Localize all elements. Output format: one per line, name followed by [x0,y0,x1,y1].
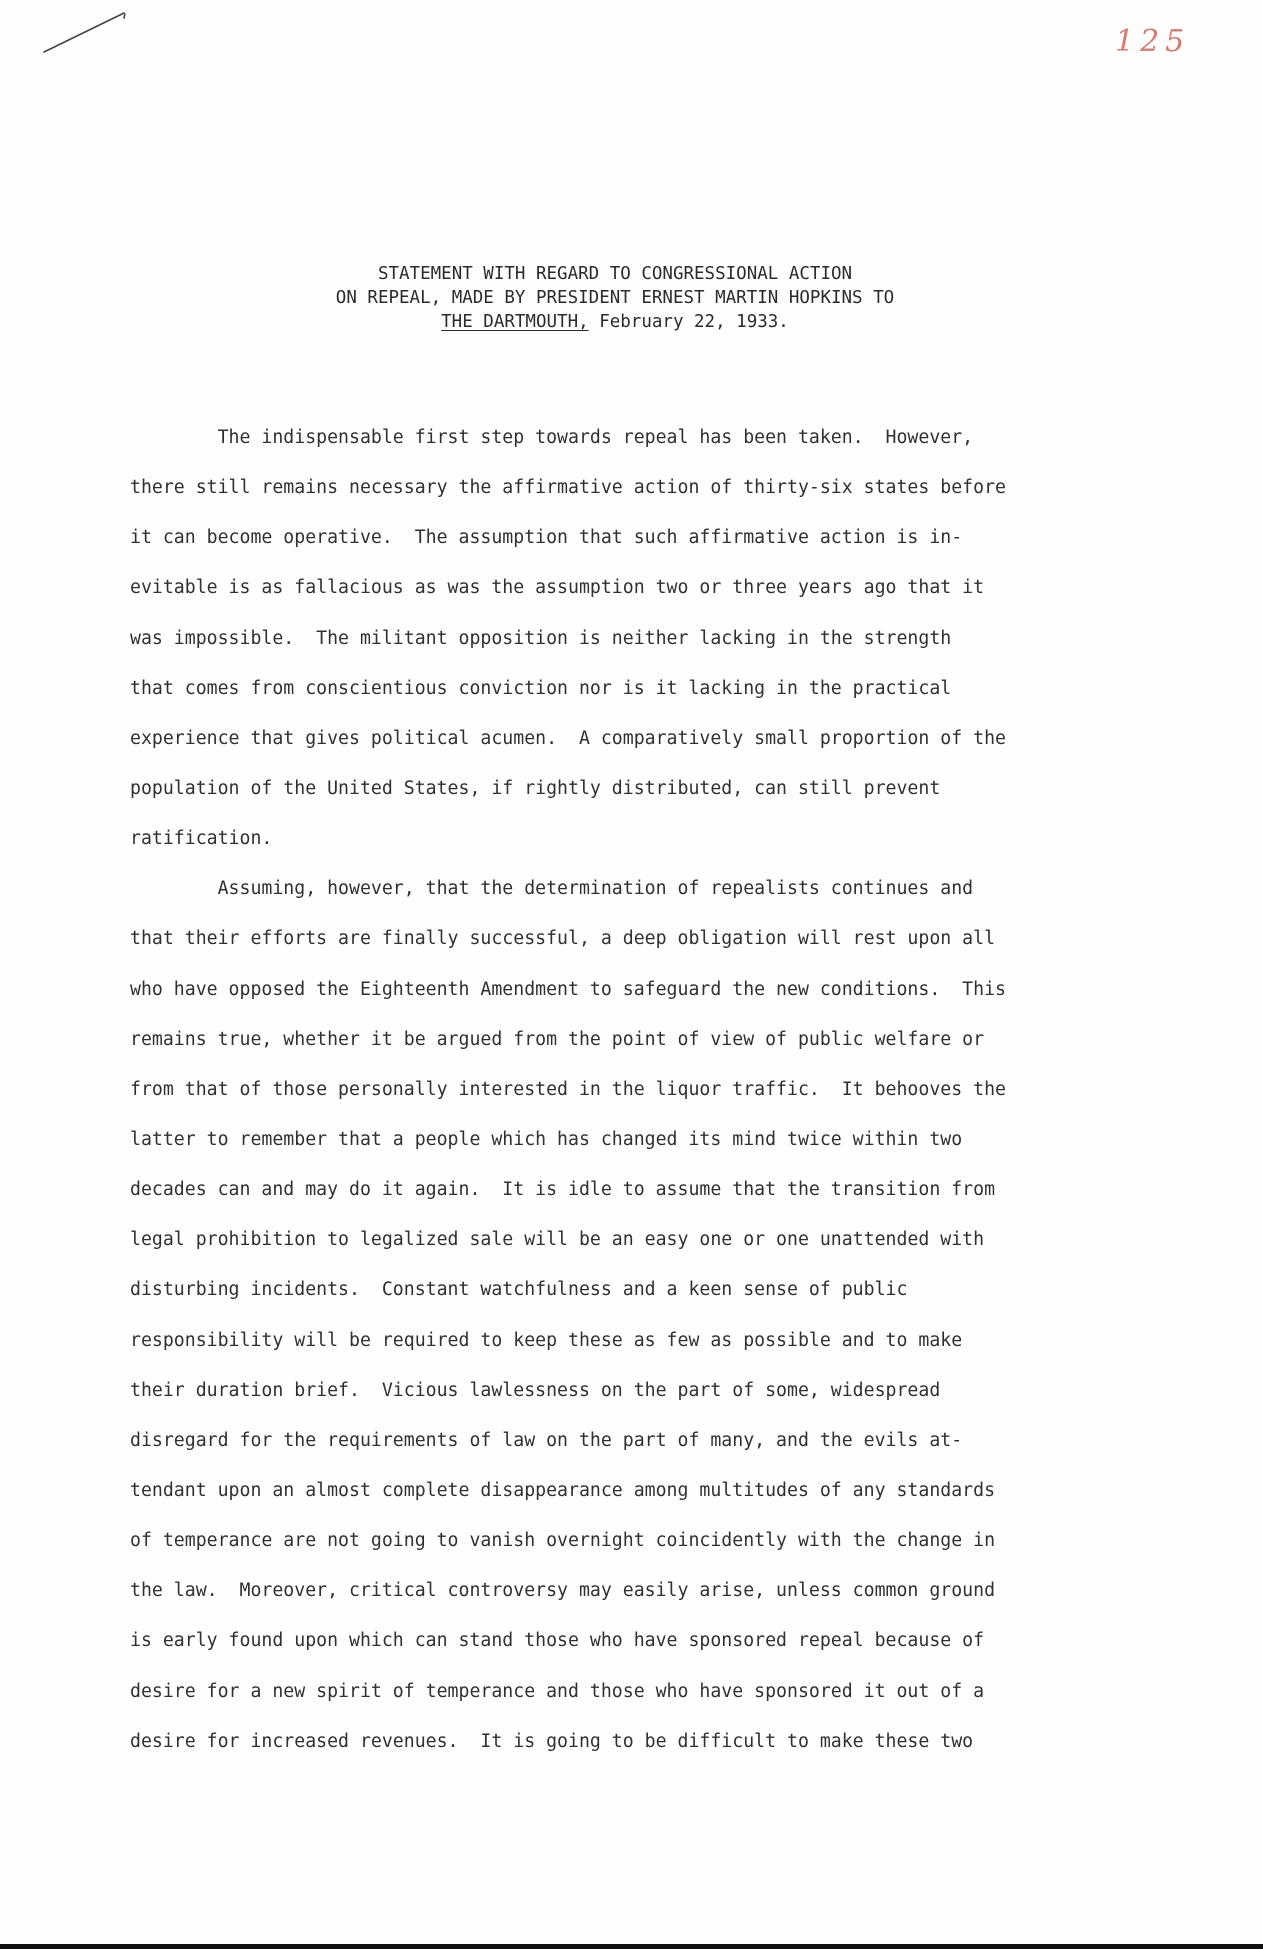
handwritten-page-number: 125 [1115,24,1191,59]
heading-line-2: ON REPEAL, MADE BY PRESIDENT ERNEST MARTIN HOPKINS TO [335,288,895,308]
document-heading [150,262,1080,334]
text-line: is early found upon which can stand those who have sponsored repeal because of [130,1630,985,1652]
text-line: population of the United States, if rightly distributed, can still prevent [130,777,941,799]
text-line: it can become operative. The assumption that such affirmative action is in- [130,527,963,549]
pen-mark [38,8,128,58]
text-line: legal prohibition to legalized sale will be an easy one or one unattended with [130,1229,985,1251]
text-line: remains true, whether it be argued from the point of view of public welfare or [130,1028,985,1050]
text-line: responsibility will be required to keep these as few as possible and to make [130,1329,963,1351]
heading-line-1: STATEMENT WITH REGARD TO CONGRESSIONAL ACTION [377,264,853,284]
text-line: disturbing incidents. Constant watchfulness and a keen sense of public [130,1279,908,1301]
text-line: disregard for the requirements of law on the part of many, and the evils at- [130,1429,963,1451]
text-line: from that of those personally interested in the liquor traffic. It behooves the [130,1078,1006,1100]
text-line: experience that gives political acumen. A comparatively small proportion of the [130,727,1006,749]
text-line: that their efforts are finally successful, a deep obligation will rest upon all [130,928,996,950]
text-line: ratification. [130,828,273,850]
text-line: of temperance are not going to vanish overnight coincidently with the change in [130,1530,996,1552]
text-line: there still remains necessary the affirmative action of thirty-six states before [130,477,1006,499]
text-line: was impossible. The militant opposition is neither lacking in the strength [130,627,952,649]
text-line: that comes from conscientious conviction nor is it lacking in the practical [130,677,952,699]
text-line: decades can and may do it again. It is idle to assume that the transition from [130,1179,996,1201]
scan-edge [0,1944,1263,1949]
text-line: evitable is as fallacious as was the assumption two or three years ago that it [130,577,985,599]
text-line: who have opposed the Eighteenth Amendment to safeguard the new conditions. This [130,978,1006,1000]
publication-name: THE DARTMOUTH, [441,312,589,332]
heading-line-3 [150,310,1080,334]
heading-date: February 22, 1933. [588,312,789,332]
text-line: latter to remember that a people which has changed its mind twice within two [130,1128,963,1150]
statement-body [130,413,1170,1767]
text-line: desire for a new spirit of temperance and those who have sponsored it out of a [130,1680,985,1702]
text-line: tendant upon an almost complete disappearance among multitudes of any standards [130,1479,996,1501]
text-line: their duration brief. Vicious lawlessness on the part of some, widespread [130,1379,941,1401]
text-line: The indispensable first step towards repeal has been taken. However, [130,427,974,448]
text-line: Assuming, however, that the determination of repealists continues and [130,878,974,900]
text-line: desire for increased revenues. It is going to be difficult to make these two [130,1730,974,1752]
text-line: the law. Moreover, critical controversy may easily arise, unless common ground [130,1580,996,1602]
